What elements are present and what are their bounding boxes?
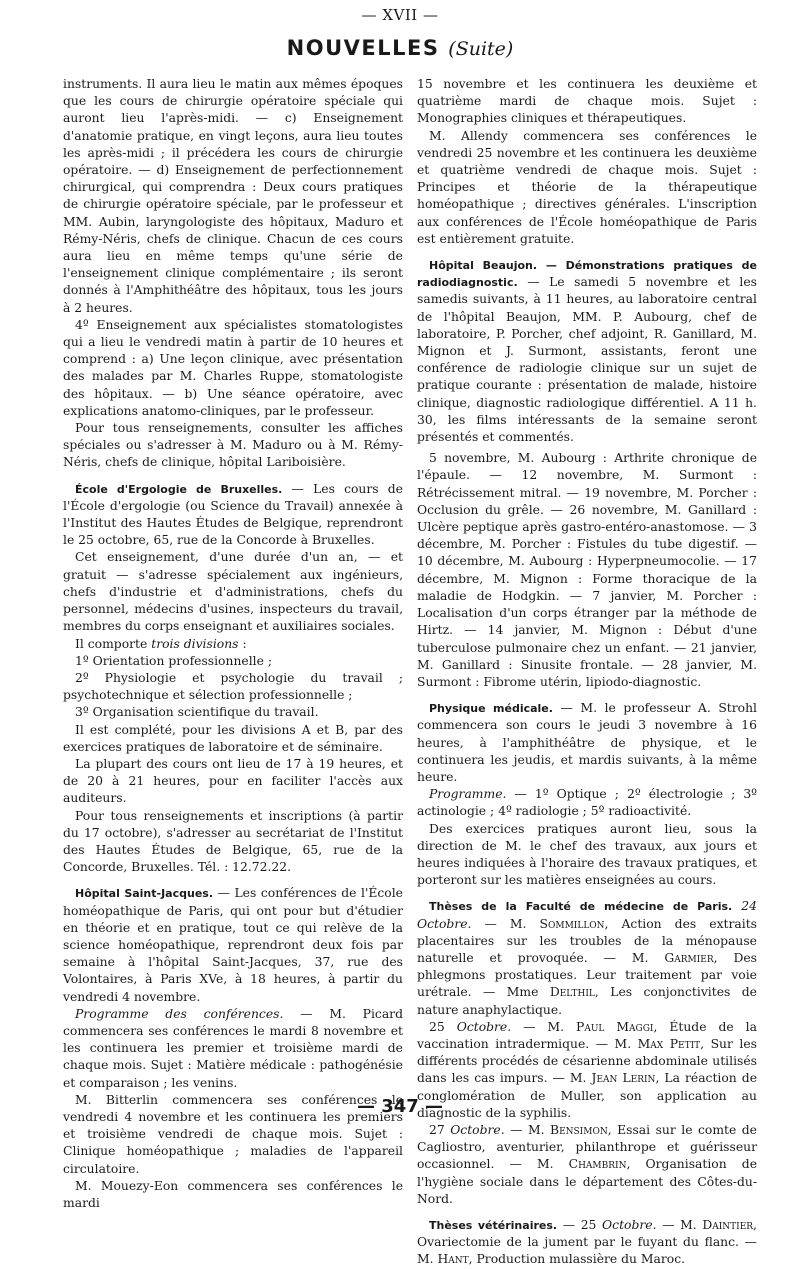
left-column [63,76,403,1212]
saint-jacques-heading: Hôpital Saint-Jacques. [75,887,214,901]
veterinaires-heading: Thèses vétérinaires. [429,1219,558,1232]
theses-24-d: , Les conjonctivites de nature anaphylactique. [417,985,757,1017]
page-number: — 347 — [356,1096,444,1117]
beaujon-schedule: 5 novembre, M. Aubourg : Arthrite chronique de l'épaule. — 12 novembre, M. Surmont : Rétrécissement mitral. — 19 novembre, M. Porcher : Occlusion du grêle. — 26 novembre, M. Ganillard : Ulcère peptique après gastro-entéro-anastomose. — 3 décembre, M. Porcher : Fistules du tube digestif. — 10 décembre, M. Aubourg : Hyperpneumocolie. — 17 décembre, M. Mignon : Forme thoracique de la maladie de Hodgkin. — 7 janvier, M. Porcher : Localisation d'un corps étranger par la méthode de Hirtz. — 14 janvier, M. Mignon : Début d'une tuberculose pulmonaire chez un enfant. — 21 janvier, M. Ganillard : Sinusite frontale. — 28 janvier, M. Surmont : Fibrome utérin, lipiodo-diagnostic. [417,451,757,689]
intro-paragraph-3: Pour tous renseignements, consulter les affiches spéciales ou s'adresser à M. Maduro ou à M. Rémy-Néris, chefs de clinique, hôpital Lariboisière. [63,421,403,470]
physique-programme-label: Programme. [429,787,507,802]
theses-25-date: Octobre. [456,1019,512,1034]
veterinaires-d: , Production mulassière du Maroc. [468,1252,686,1267]
theses-24-a: — M. [471,916,540,931]
ergologie-heading: École d'Ergologie de Bruxelles. [75,482,283,496]
intro-paragraph-1: instruments. Il aura lieu le matin aux mêmes époques que les cours de chirurgie opératoire spéciale qui auront lieu l'après-midi. — c) Enseignement d'anatomie pratique, en vingt leçons, aura lieu toutes les après-midi ; il précédera les cours de chirurgie opératoire. — d) Enseignement de perfectionnement chirurgical, qui comprendra : Deux cours pratiques de chirurgie opératoire spéciale, par le professeur et MM. Aubin, laryngologiste des hôpitaux, Maduro et Rémy-Néris, chefs de clinique. Chacun de ces cours aura lieu en même temps qu'une série de l'enseignement clinique complémentaire ; ils seront donnés à l'Amphithéâtre des hôpitaux, tous les jours à 2 heures. [63,77,403,315]
physique-text: — M. le professeur A. Strohl commencera son cours le jeudi 3 novembre à 16 heures, à l'amphithéâtre de physique, et le continuera les jeudis, et mardis suivants, à la même heure. [417,701,757,784]
theses-section [417,898,757,1018]
theses-27-paragraph [417,1122,757,1208]
theses-27-a: — M. [504,1122,550,1137]
veterinaires-b: — M. [656,1218,703,1232]
ergologie-section [63,481,403,550]
ergologie-paragraph-2: Cet enseignement, d'une durée d'un an, — et gratuit — s'adresse spécialement aux ingénieurs, chefs d'industrie et d'administrations, chefs du personnel, médecins d'usines, inspecteurs du travail, membres du corps enseignant et auxiliaires sociales. [63,550,403,634]
physique-programme-text: — 1º Optique ; 2º électrologie ; 3º actinologie ; 4º radiologie ; 5º radioactivité. [417,787,757,819]
beaujon-text: — Le samedi 5 novembre et les samedis suivants, à 11 heures, au laboratoire central de l'hôpital Beaujon, MM. P. Aubourg, chef de laboratoire, P. Porcher, chef adjoint, R. Ganillard, M. Mignon et J. Surmont, assistants, feront une conférence de radiologie clinique sur un sujet de pratique courante : présentation de malade, histoire clinique, diagnostic radiologique différentiel. A 11 h. 30, les films intéressants de la semaine seront présentés et commentés. [417,275,757,445]
theses-author-bensimon: Bensimon [550,1122,608,1137]
allendy-paragraph: M. Allendy commencera ses conférences le vendredi 25 novembre et les continuera les deuxième et quatrième vendredi de chaque mois. Sujet : Principes et théorie de la thérapeutique homéopathique ; directives générales. L'inscription aux conférences de l'École homéopathique de Paris est entièrement gratuite. [417,128,757,246]
theses-27-date: Octobre. [450,1122,505,1137]
veterinaires-a: — 25 [557,1218,603,1232]
ergologie-division-3: 3º Organisation scientifique du travail. [75,705,319,720]
beaujon-heading: Hôpital Beaujon. — Démonstrations pratiques de radiodiagnostic. [417,259,757,290]
section-title-suite: (Suite) [448,38,514,60]
theses-author-chambrin: Chambrin [568,1157,627,1172]
theses-author-sommillon: Sommillon [539,916,605,931]
veterinaires-date: Octobre. [602,1218,657,1232]
ergologie-p3-pre: Il comporte [75,636,152,651]
ergologie-paragraph-5: La plupart des cours ont lieu de 17 à 19 heures, et de 20 à 21 heures, pour en faciliter l'accès aux auditeurs. [63,756,403,806]
intro-paragraph-2: 4º Enseignement aux spécialistes stomatologistes qui a lieu le vendredi matin à partir de 10 heures et comprend : a) Une leçon clinique, avec présentation des malades par M. Charles Ruppe, stomatologiste des hôpitaux. — b) Une séance opératoire, avec explications anatomo-cliniques, par le professeur. [63,317,403,418]
ergologie-p3-post: : [238,636,247,651]
physique-section [417,700,757,786]
theses-author-lerin: Jean Lerin [591,1071,656,1086]
ergologie-paragraph-6: Pour tous renseignements et inscriptions (à partir du 17 octobre), s'adresser au secrétariat de l'Institut des Hautes Études de Belgique, 65, rue de la Concorde, Bruxelles. Tél. : 12.72.22. [63,808,403,875]
mouezy-continuation: 15 novembre et les continuera les deuxième et quatrième mardi de chaque mois. Sujet : Monographies cliniques et thérapeutiques. [417,77,757,126]
section-heading [0,36,800,60]
saint-jacques-text: — Les conférences de l'École homéopathique de Paris, qui ont pour but d'étudier en théorie et en pratique, tout ce qui relève de la science homéopathique, reprendront deux fois par semaine à l'hôpital Saint-Jacques, 37, rue des Volontaires, à Paris XVe, à 18 heures, à partir du vendredi 4 novembre. [63,886,403,1004]
theses-24-b: , Action des extraits placentaires sur les troubles de la ménopause naturelle et provoquée. — M. [417,916,757,965]
saint-jacques-programme [63,1006,403,1092]
saint-jacques-programme-label: Programme des conférences. [75,1006,284,1021]
physique-programme [417,786,757,820]
ergologie-paragraph-3 [63,636,403,653]
physique-exercices: Des exercices pratiques auront lieu, sous la direction de M. le chef des travaux, aux jours et heures indiquées à l'horaire des travaux pratiques, et porteront sur les matières enseignées au cours. [417,821,757,888]
beaujon-section [417,257,757,446]
saint-jacques-programme-text: — M. Picard commencera ses conférences le mardi 8 novembre et les continuera les premier et troisième mardi de chaque mois. Sujet : Matière médicale : pathogénésie et comparaison ; les venins. [63,1006,403,1090]
theses-author-petit: Max Petit [637,1036,701,1051]
right-column [417,76,757,1269]
theses-27-c: , Organisation de l'hygiène sociale dans le département des Côtes-du-Nord. [417,1157,757,1206]
veterinaires-section [417,1217,757,1269]
physique-heading: Physique médicale. [429,702,553,716]
veterinaires-c: , Ovariectomie de la jument par le fuyant du flanc. — M. [417,1218,757,1267]
theses-25-c: , Sur les différents procédés de césarienne abdominale utilisés dans les cas impurs. — M. [417,1036,757,1086]
saint-jacques-section [63,885,403,1005]
page-roman-numeral: — XVII — [361,6,439,24]
veterinaires-author-hant: Hant [437,1252,469,1267]
section-title: NOUVELLES [286,36,440,60]
ergologie-division-2: 2º Physiologie et psychologie du travail ; psychotechnique et sélection professionnelle ; [63,670,403,703]
theses-25-b: , Étude de la vaccination intradermique. — M. [417,1019,757,1051]
theses-25-a: — M. [511,1019,577,1034]
theses-24-date: 24 Octobre. [417,899,757,931]
theses-heading: Thèses de la Faculté de médecine de Paris. [429,900,733,914]
veterinaires-author-daintier: Daintier [702,1218,754,1232]
theses-27-b: , Essai sur le comte de Cagliostro, aventurier, philanthrope et guérisseur occasionnel. — M. [417,1122,757,1172]
ergologie-p3-italic: trois divisions [151,636,239,651]
ergologie-division-1: 1º Orientation professionnelle ; [75,653,272,668]
saint-jacques-bitterlin: M. Bitterlin commencera ses conférences le vendredi 4 novembre et les continuera les premiers et troisième vendredi de chaque mois. Sujet : Clinique homéopathique ; maladies de l'appareil circulatoire. [63,1092,403,1176]
theses-author-maggi: Paul Maggi [576,1019,654,1034]
theses-author-garmier: Garmier [664,950,714,965]
theses-24-c: , Des phlegmons prostatiques. Leur traitement par voie urétrale. — Mme [417,950,757,1000]
saint-jacques-mouezy: M. Mouezy-Eon commencera ses conférences le mardi [63,1178,403,1210]
theses-25-d: , La réaction de conglomération de Muller, son application au diagnostic de la syphilis. [417,1071,757,1120]
theses-27-pre: 27 [429,1122,451,1137]
ergologie-paragraph-4: Il est complété, pour les divisions A et B, par des exercices pratiques de laboratoire et de séminaire. [63,722,403,754]
theses-author-delthil: Delthil [549,985,595,1000]
ergologie-text: — Les cours de l'École d'ergologie (ou Science du Travail) annexée à l'Institut des Hautes Études de Belgique, reprendront le 25 octobre, 65, rue de la Concorde à Bruxelles. [63,481,403,548]
theses-25-pre: 25 [429,1019,457,1034]
